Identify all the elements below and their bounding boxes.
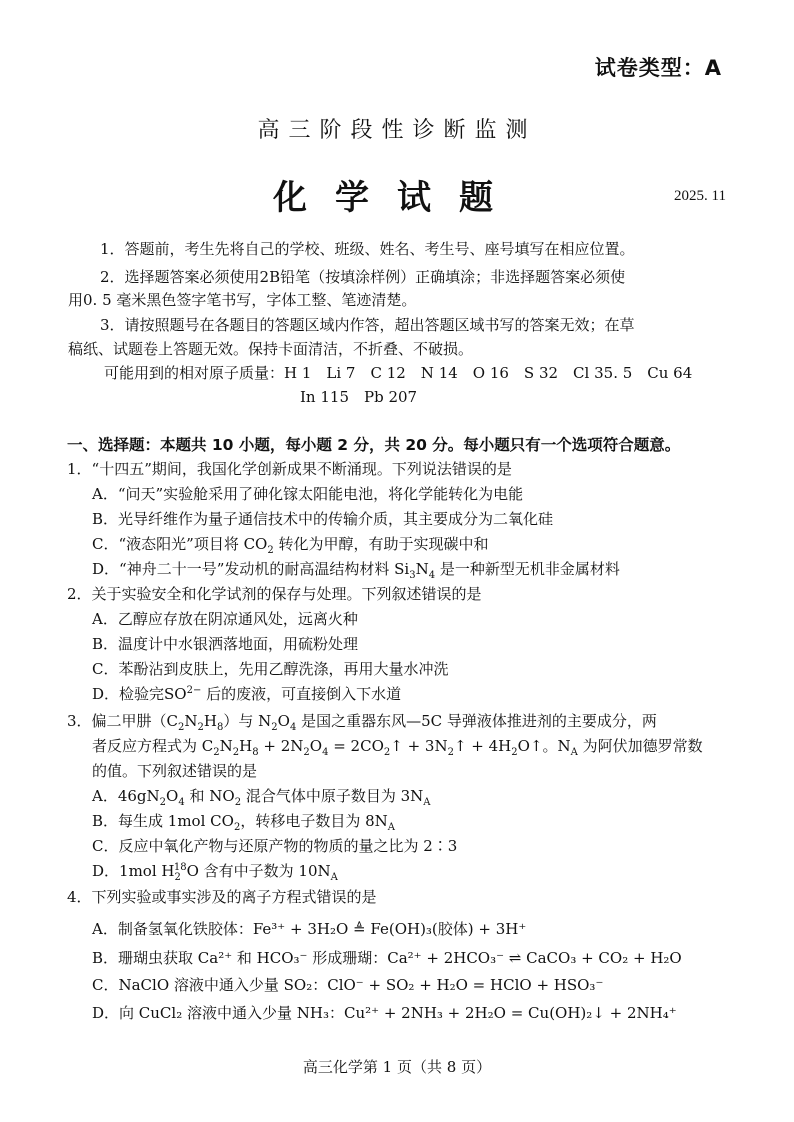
question-4-option-a: A．制备氢氧化铁胶体：Fe³⁺ + 3H₂O ≜ Fe(OH)₃(胶体) + 3H⁺ (92, 920, 527, 938)
atomic-masses-line2: In 115 Pb 207 (300, 388, 418, 406)
exam-supertitle: 高三阶段性诊断监测 (257, 118, 537, 143)
question-2-option-c: C．苯酚沾到皮肤上，先用乙醇洗涤，再用大量水冲洗 (92, 660, 449, 678)
question-4-option-d: D．向 CuCl₂ 溶液中通入少量 NH₃：Cu²⁺ + 2NH₃ + 2H₂O = Cu(OH)₂↓ + 2NH₄⁺ (92, 1004, 677, 1022)
question-2-option-a: A．乙醇应存放在阴凉通风处，远离火种 (92, 610, 358, 628)
instruction-1: 1．答题前，考生先将自己的学校、班级、姓名、考生号、座号填写在相应位置。 (100, 240, 635, 258)
question-2-option-b: B．温度计中水银洒落地面，用硫粉处理 (92, 635, 359, 653)
instruction-2: 2．选择题答案必须使用2B铅笔（按填涂样例）正确填涂；非选择题答案必须使 (100, 268, 626, 286)
instruction-3-cont: 稿纸、试题卷上答题无效。保持卡面清洁，不折叠、不破损。 (68, 340, 474, 358)
question-1-option-d: D．“神舟二十一号”发动机的耐高温结构材料 $Si_3N_4$ 是一种新型无机非金属材料 (92, 560, 620, 581)
paper-type-label: 试卷类型：A (594, 56, 722, 80)
exam-date: 2025. 11 (674, 188, 726, 204)
question-3-option-a: A．$46gN_2O_4$ 和 $NO_2$ 混合气体中原子数目为 $3N_A$ (92, 787, 431, 808)
question-4-stem: 4．下列实验或事实涉及的离子方程式错误的是 (67, 888, 377, 906)
page-footer: 高三化学第 1 页（共 8 页） (302, 1058, 492, 1076)
atomic-masses-line1: 可能用到的相对原子质量：H 1 Li 7 C 12 N 14 O 16 S 32 Cl 35. 5 Cu 64 (104, 364, 693, 382)
question-2-stem: 2．关于实验安全和化学试剂的保存与处理。下列叙述错误的是 (67, 585, 482, 603)
section-heading: 一、选择题：本题共 10 小题，每小题 2 分，共 20 分。每小题只有一个选项符合题意。 (67, 436, 681, 454)
question-3-stem-line1: 3．偏二甲肼$(C_2N_2H_8)$与 $N_2O_4$ 是国之重器东风—5C 导弹液体推进剂的主要成分，两 (67, 712, 657, 733)
instruction-3: 3．请按照题号在各题目的答题区域内作答，超出答题区域书写的答案无效；在草 (100, 316, 635, 334)
question-2-option-d: D．检验完$SO^{2-}$ 后的废液，可直接倒入下水道 (92, 685, 402, 703)
question-1-option-c: C．“液态阳光”项目将 $CO_2$ 转化为甲醇，有助于实现碳中和 (92, 535, 489, 556)
question-1-option-b: B．光导纤维作为量子通信技术中的传输介质，其主要成分为二氧化硅 (92, 510, 554, 528)
instruction-2-cont: 用0. 5 毫米黑色签字笔书写，字体工整、笔迹清楚。 (68, 291, 417, 309)
question-3-option-b: B．每生成 1mol $CO_2$，转移电子数目为 $8N_A$ (92, 812, 395, 833)
question-4-option-c: C．NaClO 溶液中通入少量 SO₂：ClO⁻ + SO₂ + H₂O = HClO + HSO₃⁻ (92, 976, 604, 994)
question-3-stem-line3: 的值。下列叙述错误的是 (92, 762, 258, 780)
question-3-option-c: C．反应中氧化产物与还原产物的物质的量之比为 2∶3 (92, 837, 458, 855)
question-3-option-d: D．1mol $H_2^{18}O$ 含有中子数为 $10N_A$ (92, 862, 338, 883)
exam-title: 化学试题 (273, 178, 521, 218)
question-1-stem: 1．“十四五”期间，我国化学创新成果不断涌现。下列说法错误的是 (67, 460, 512, 478)
question-1-option-a: A．“问天”实验舱采用了砷化镓太阳能电池，将化学能转化为电能 (92, 485, 524, 503)
question-4-option-b: B．珊瑚虫获取 Ca²⁺ 和 HCO₃⁻ 形成珊瑚：Ca²⁺ + 2HCO₃⁻ ⇌ CaCO₃ + CO₂ + H₂O (92, 949, 682, 967)
question-3-stem-line2: 者反应方程式为 $C_2N_2H_8 + 2N_2O_4$ = $2CO_2↑$ + $3N_2↑$ + $4H_2O↑$。$N_A$ 为阿伏加德罗常数 (92, 737, 703, 758)
